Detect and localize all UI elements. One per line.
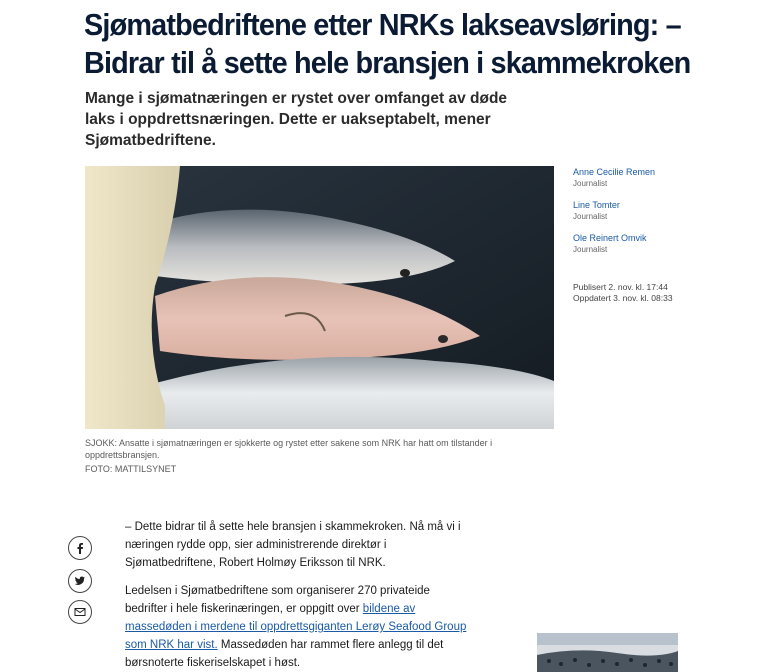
paragraph-text: Massedøden har rammet flere anlegg til det børsnoterte fiskeriselskapet i høst. [125,639,444,669]
published-date: Publisert 2. nov. kl. 17:44 [573,282,668,292]
author-role: Journalist [573,212,608,221]
author [573,200,753,222]
hero-image[interactable] [85,166,554,429]
fish-farm-photo [537,633,678,672]
author-name-link[interactable]: Anne Cecilie Remen [573,167,656,177]
facebook-icon [74,542,86,554]
updated-date: Oppdatert 3. nov. kl. 08:33 [573,293,673,303]
author-name-link[interactable]: Line Tomter [573,200,620,210]
author-role: Journalist [573,245,608,254]
share-email-button[interactable] [68,600,92,624]
author [573,233,753,255]
share-facebook-button[interactable] [68,536,92,560]
image-caption: SJOKK: Ansatte i sjømatnæringen er sjokkerte og rystet etter sakene som NRK har hatt om tilstander i oppdrettsbransjen. [85,438,493,460]
publish-dates [573,282,673,304]
author-role: Journalist [573,179,608,188]
article-lead: Mange i sjømatnæringen er rystet over omfanget av døde laks i oppdrettsnæringen. Dette er uakseptabelt, mener Sjømatbedriftene. [85,90,508,149]
image-credit: FOTO: MATTILSYNET [85,464,177,474]
dead-salmon-photo [85,166,554,429]
share-twitter-button[interactable] [68,569,92,593]
article-link[interactable]: bildene av massedøden i merdene til oppdrettsgiganten Lerøy Seafood Group som NRK har vist. [125,603,467,651]
email-icon [74,606,86,618]
byline [573,167,753,266]
paragraph-text: Ledelsen i Sjømatbedriftene som organiserer 270 privateide bedrifter i hele fiskerinæringen, er oppgitt over [125,585,430,615]
article-headline: Sjømatbedriftene etter NRKs lakseavsløring: – Bidrar til å sette hele bransjen i skammekroken [84,7,691,80]
body-paragraph [125,582,470,672]
related-image[interactable] [537,633,678,672]
article-body [125,518,470,672]
body-paragraph: – Dette bidrar til å sette hele bransjen i skammekroken. Nå må vi i næringen rydde opp, sier administrerende direktør i Sjømatbedriftene, Robert Holmøy Eriksson til NRK. [125,521,461,569]
author [573,167,753,189]
author-name-link[interactable]: Ole Reinert Omvik [573,233,647,243]
twitter-icon [74,575,86,587]
